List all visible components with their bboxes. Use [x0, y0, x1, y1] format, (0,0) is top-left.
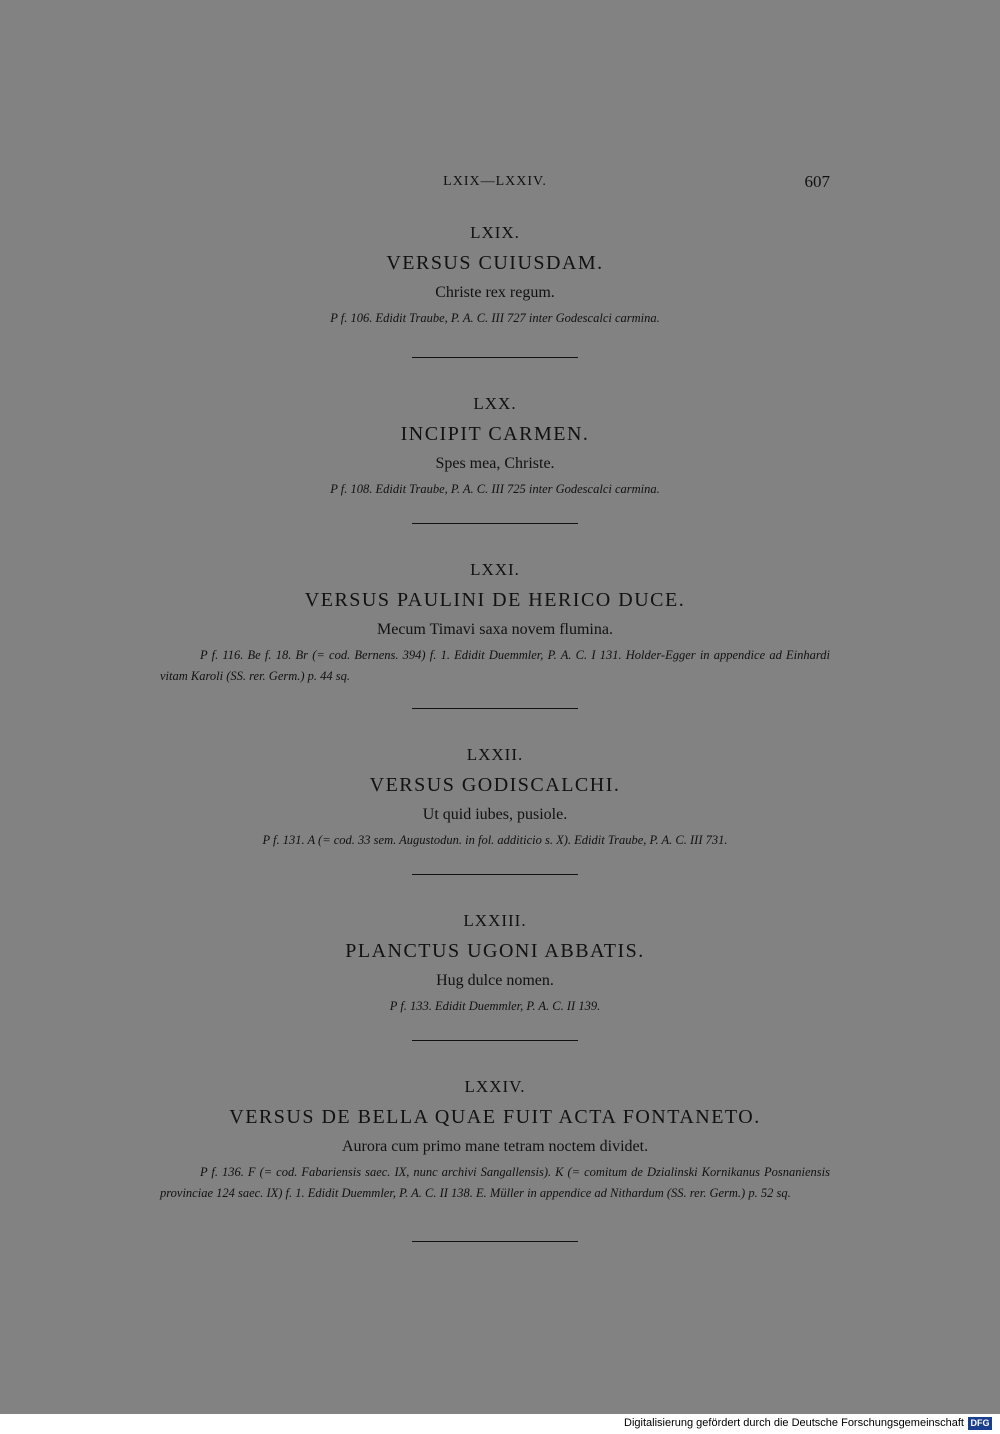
section-numeral: LXXIII.	[463, 911, 527, 930]
section-note: P f. 106. Edidit Traube, P. A. C. III 727 inter Godescalci carmina.	[330, 311, 660, 325]
rule-wrapper	[160, 708, 830, 709]
rule-wrapper	[160, 523, 830, 524]
section-note: P f. 108. Edidit Traube, P. A. C. III 725 inter Godescalci carmina.	[330, 482, 660, 496]
section-divider	[412, 1040, 578, 1041]
section-title: VERSUS CUIUSDAM.	[386, 252, 604, 274]
section-title: VERSUS PAULINI DE HERICO DUCE.	[304, 589, 686, 611]
section-note: P f. 116. Be f. 18. Br (= cod. Bernens. 394) f. 1. Edidit Duemmler, P. A. C. I 131. Holder-Egger in appendice ad Einhardi vitam Karoli (SS. rer. Germ.) p. 44 sq.	[160, 648, 830, 683]
section-incipit: Christe rex regum.	[435, 284, 555, 301]
section-note: P f. 131. A (= cod. 33 sem. Augustodun. in fol. additicio s. X). Edidit Traube, P. A. C. III 731.	[262, 833, 728, 847]
section-title: PLANCTUS UGONI ABBATIS.	[345, 940, 645, 962]
footer-bar	[0, 1414, 1000, 1434]
section-incipit: Hug dulce nomen.	[436, 972, 554, 989]
section-title: VERSUS DE BELLA QUAE FUIT ACTA FONTANETO.	[229, 1106, 761, 1128]
rule-wrapper	[160, 1241, 830, 1242]
running-head	[160, 172, 830, 192]
section-divider	[412, 357, 578, 358]
running-title: LXIX—LXXIV.	[443, 174, 547, 189]
section-title: VERSUS GODISCALCHI.	[369, 774, 621, 796]
section-lxxii	[160, 744, 830, 851]
rule-wrapper	[160, 874, 830, 875]
section-title: INCIPIT CARMEN.	[400, 423, 590, 445]
section-incipit: Mecum Timavi saxa novem flumina.	[377, 621, 613, 638]
section-note: P f. 133. Edidit Duemmler, P. A. C. II 139.	[389, 999, 601, 1013]
section-divider	[412, 708, 578, 709]
page-number: 607	[804, 172, 830, 191]
section-incipit: Ut quid iubes, pusiole.	[422, 806, 568, 823]
section-note: P f. 136. F (= cod. Fabariensis saec. IX, nunc archivi Sangallensis). K (= comitum de Dzialinski Kornikanus Posnaniensis provinciae 124 saec. IX) f. 1. Edidit Duemmler, P. A. C. II 138. E. Müller in appendice ad Nithardum (SS. rer. Germ.) p. 52 sq.	[160, 1165, 830, 1200]
section-lxix	[160, 222, 830, 329]
section-numeral: LXXIV.	[464, 1077, 526, 1096]
section-numeral: LXXII.	[466, 745, 524, 764]
section-lxxiv	[160, 1076, 830, 1204]
section-incipit: Spes mea, Christe.	[435, 455, 555, 472]
section-divider	[412, 1241, 578, 1242]
section-divider	[412, 523, 578, 524]
rule-wrapper	[160, 1040, 830, 1041]
dfg-logo: DFG	[968, 1417, 992, 1430]
section-numeral: LXXI.	[470, 560, 520, 579]
section-lxx	[160, 393, 830, 500]
rule-wrapper	[160, 357, 830, 358]
section-lxxiii	[160, 910, 830, 1017]
section-lxxi	[160, 559, 830, 687]
footer-credit: Digitalisierung gefördert durch die Deutsche Forschungsgemeinschaft	[624, 1417, 964, 1429]
section-incipit: Aurora cum primo mane tetram noctem dividet.	[341, 1138, 649, 1155]
section-numeral: LXX.	[473, 394, 517, 413]
section-numeral: LXIX.	[470, 223, 520, 242]
section-divider	[412, 874, 578, 875]
